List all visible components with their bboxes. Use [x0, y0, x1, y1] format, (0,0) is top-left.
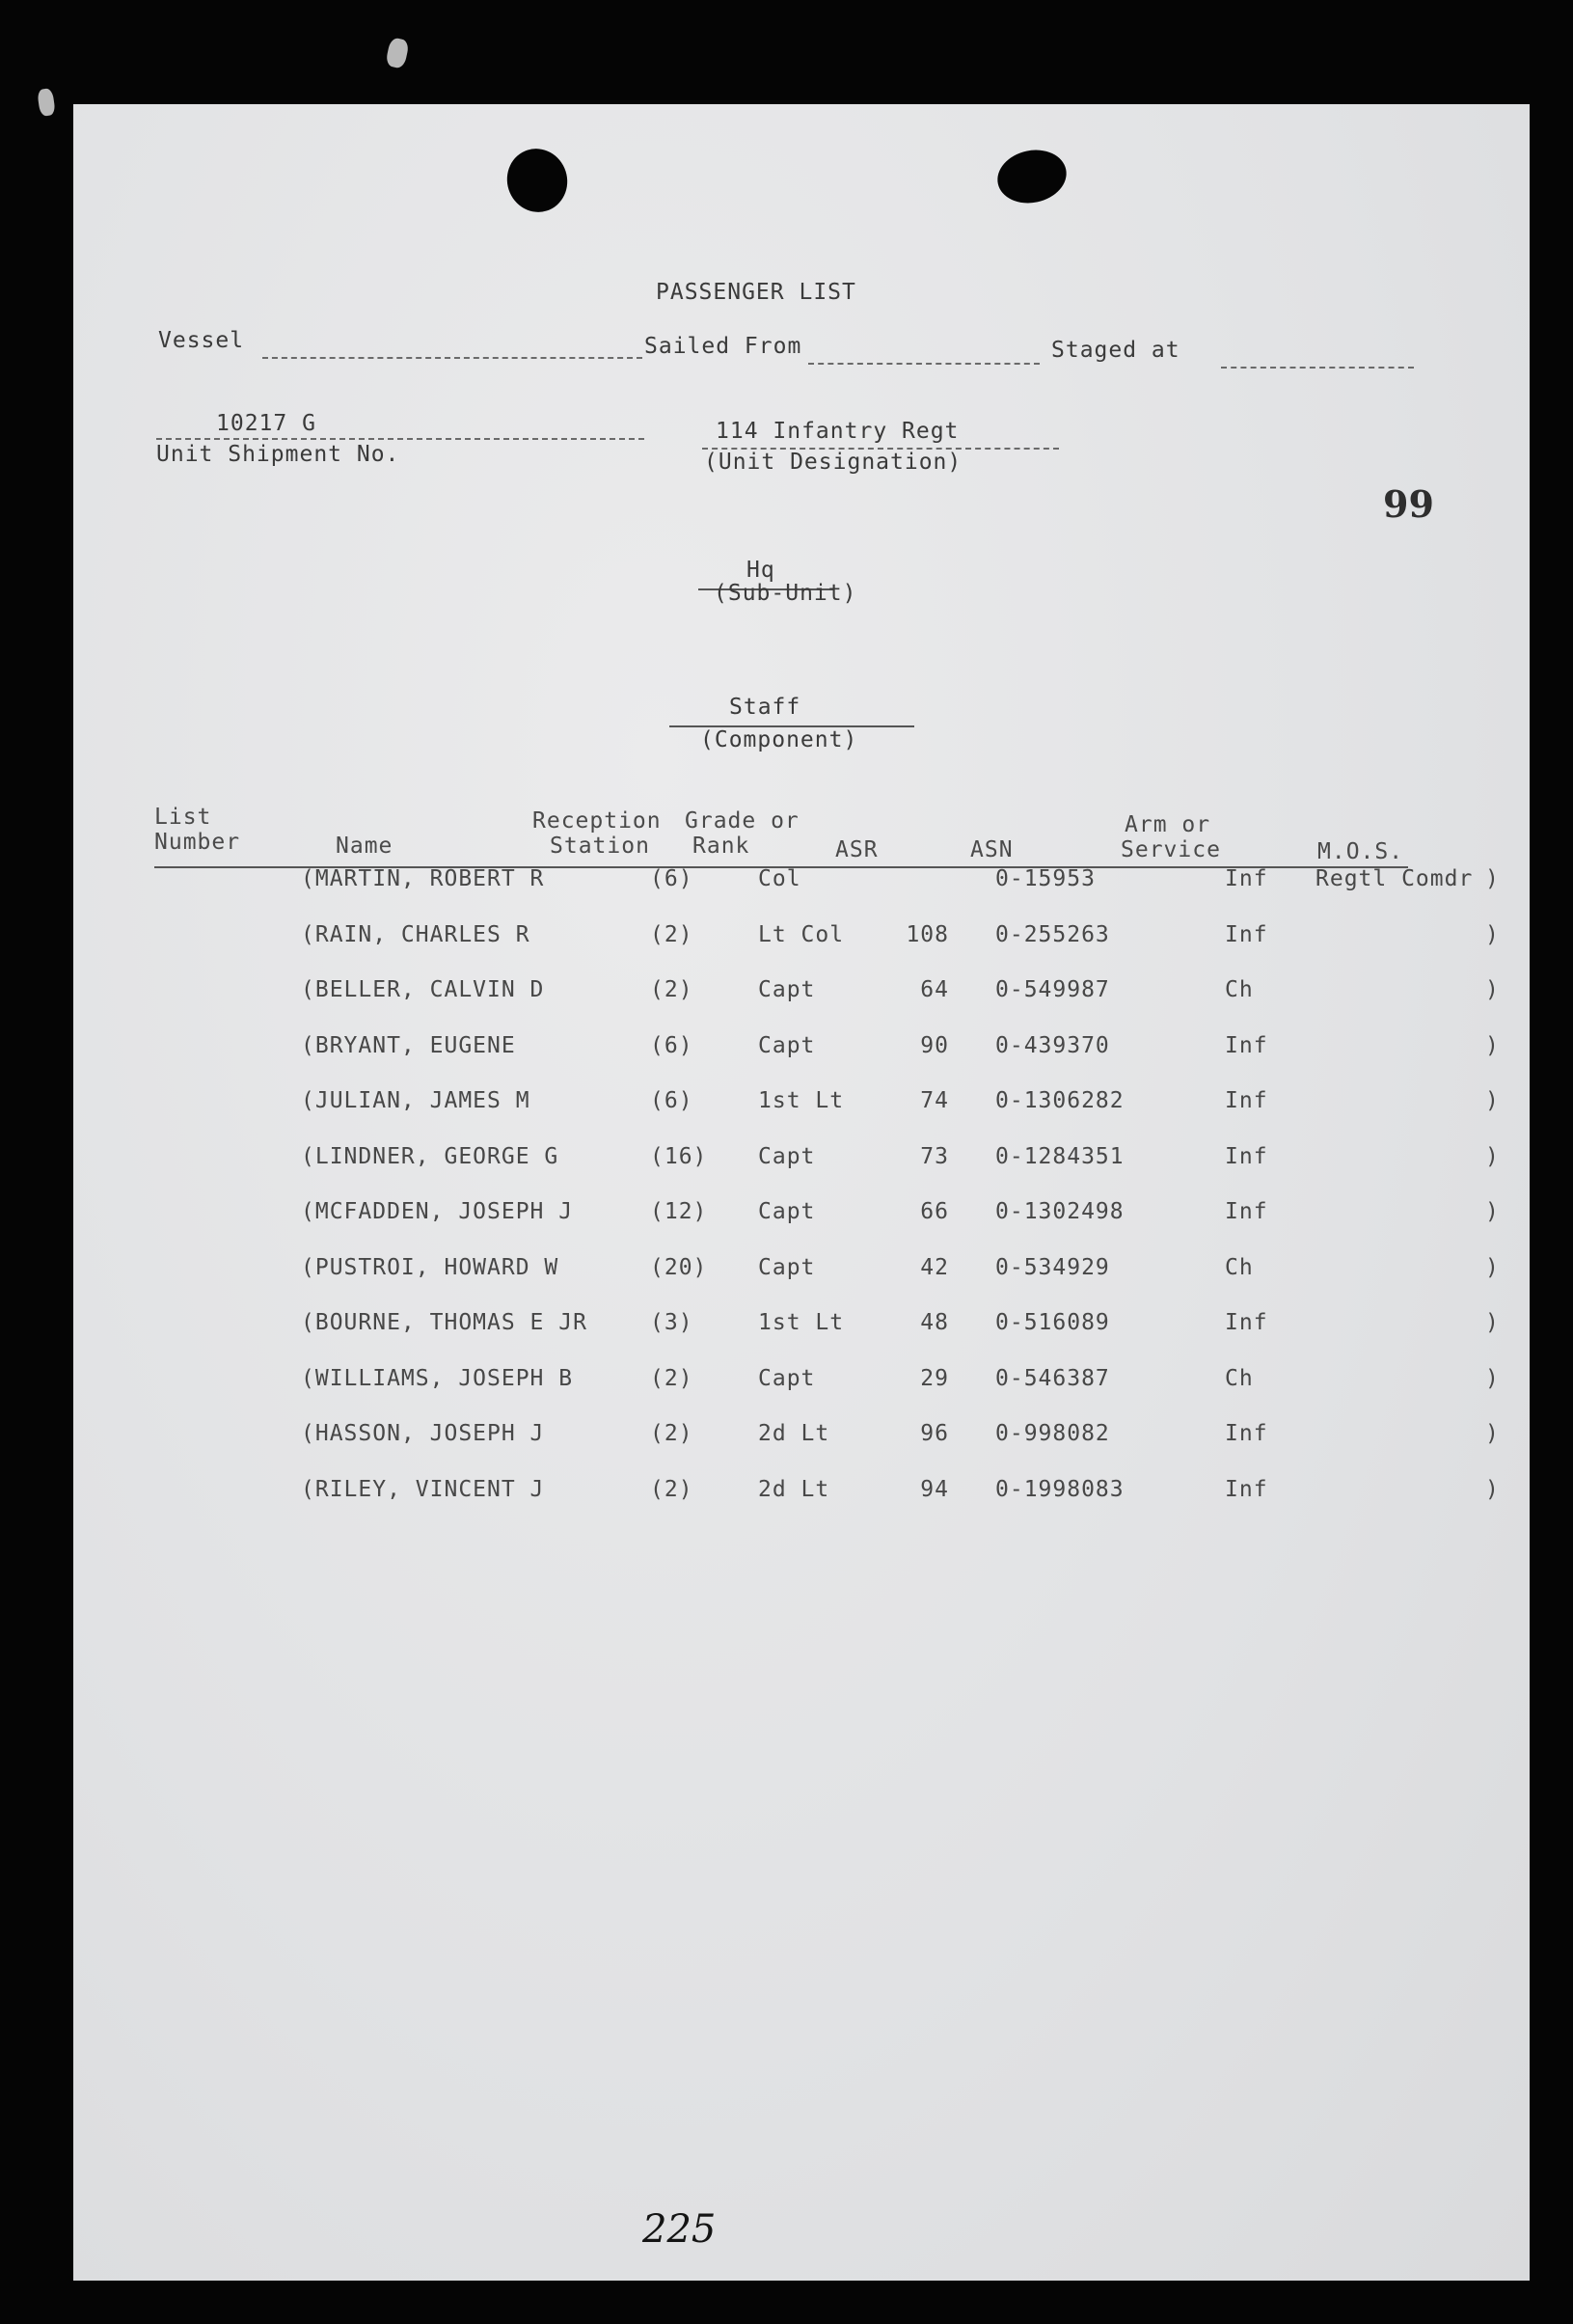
asn-value: 0-549987 — [995, 977, 1110, 1002]
table-row — [73, 1088, 1530, 1127]
asr-value: 74 — [920, 1088, 949, 1113]
asr-value: 66 — [920, 1199, 949, 1224]
asr-value: 96 — [920, 1421, 949, 1446]
asn-value: 0-516089 — [995, 1310, 1110, 1335]
passenger-name: (PUSTROI, HOWARD W — [301, 1254, 559, 1280]
closing-paren: ) — [1485, 1421, 1500, 1446]
document-title: PASSENGER LIST — [656, 280, 856, 305]
table-row — [73, 1144, 1530, 1183]
closing-paren: ) — [1485, 1143, 1500, 1169]
table-row — [73, 1477, 1530, 1516]
reception-station: (2) — [650, 977, 693, 1002]
asn-value: 0-439370 — [995, 1032, 1110, 1058]
closing-paren: ) — [1485, 1199, 1500, 1224]
reception-station: (6) — [650, 1032, 693, 1058]
mos-value: Regtl Comdr — [1315, 866, 1474, 891]
grade-rank: Capt — [758, 977, 816, 1002]
grade-rank: Capt — [758, 1143, 816, 1169]
table-row — [73, 977, 1530, 1016]
table-row — [73, 866, 1530, 905]
grade-rank: Capt — [758, 1365, 816, 1391]
passenger-name: (HASSON, JOSEPH J — [301, 1421, 545, 1446]
component-label: (Component) — [700, 727, 858, 752]
table-row — [73, 1199, 1530, 1238]
punch-hole — [499, 141, 575, 220]
col-asn: ASN — [970, 837, 1014, 862]
asr-value: 94 — [920, 1476, 949, 1502]
passenger-name: (JULIAN, JAMES M — [301, 1088, 530, 1113]
vessel-label: Vessel — [158, 328, 245, 353]
passenger-name: (RAIN, CHARLES R — [301, 921, 530, 947]
arm-service: Inf — [1225, 866, 1268, 891]
closing-paren: ) — [1485, 1476, 1500, 1502]
reception-station: (20) — [650, 1254, 708, 1280]
closing-paren: ) — [1485, 1254, 1500, 1280]
arm-service: Inf — [1225, 921, 1268, 947]
asn-value: 0-534929 — [995, 1254, 1110, 1280]
sailed-from-label: Sailed From — [644, 334, 802, 359]
grade-rank: Capt — [758, 1032, 816, 1058]
staged-at-label: Staged at — [1051, 338, 1180, 363]
arm-service: Inf — [1225, 1421, 1268, 1446]
arm-service: Inf — [1225, 1476, 1268, 1502]
passenger-name: (BELLER, CALVIN D — [301, 977, 545, 1002]
asr-value: 73 — [920, 1143, 949, 1169]
asn-value: 0-1306282 — [995, 1088, 1125, 1113]
reception-station: (2) — [650, 1365, 693, 1391]
asn-value: 0-15953 — [995, 866, 1096, 891]
asr-value: 64 — [920, 977, 949, 1002]
table-row — [73, 1310, 1530, 1349]
asn-value: 0-255263 — [995, 921, 1110, 947]
arm-service: Ch — [1225, 1365, 1254, 1391]
reception-station: (6) — [650, 866, 693, 891]
col-mos: M.O.S. — [1317, 839, 1404, 864]
passenger-name: (WILLIAMS, JOSEPH B — [301, 1365, 574, 1391]
staged-at-line — [1221, 367, 1414, 369]
passenger-name: (MCFADDEN, JOSEPH J — [301, 1199, 574, 1224]
col-grade: Grade or — [685, 808, 800, 834]
table-row — [73, 1366, 1530, 1405]
unit-designation-label: (Unit Designation) — [704, 450, 963, 475]
closing-paren: ) — [1485, 921, 1500, 947]
col-list-number: List — [154, 805, 212, 830]
asr-value: 42 — [920, 1254, 949, 1280]
table-row — [73, 1421, 1530, 1460]
unit-shipment-no: 10217 G — [216, 411, 316, 436]
asn-value: 0-1998083 — [995, 1476, 1125, 1502]
grade-rank: 2d Lt — [758, 1476, 830, 1502]
arm-service: Inf — [1225, 1143, 1268, 1169]
col-arm: Service — [1121, 837, 1221, 862]
passenger-name: (BRYANT, EUGENE — [301, 1032, 516, 1058]
closing-paren: ) — [1485, 866, 1500, 891]
punch-hole — [992, 144, 1071, 209]
grade-rank: 2d Lt — [758, 1421, 830, 1446]
unit-designation: 114 Infantry Regt — [716, 419, 960, 444]
sub-unit-label: (Sub-Unit) — [714, 581, 857, 606]
document-page — [73, 104, 1530, 2281]
grade-rank: Capt — [758, 1199, 816, 1224]
handwritten-number: 225 — [642, 2207, 717, 2252]
passenger-name: (BOURNE, THOMAS E JR — [301, 1310, 587, 1335]
col-asr: ASR — [835, 837, 879, 862]
closing-paren: ) — [1485, 1088, 1500, 1113]
col-grade: Rank — [692, 834, 750, 859]
arm-service: Inf — [1225, 1088, 1268, 1113]
passenger-name: (RILEY, VINCENT J — [301, 1476, 545, 1502]
closing-paren: ) — [1485, 977, 1500, 1002]
reception-station: (2) — [650, 921, 693, 947]
closing-paren: ) — [1485, 1365, 1500, 1391]
grade-rank: 1st Lt — [758, 1310, 845, 1335]
unit-shipment-line — [156, 438, 644, 440]
page-number: 99 — [1383, 482, 1434, 526]
asn-value: 0-1302498 — [995, 1199, 1125, 1224]
sub-unit: Hq — [746, 558, 775, 583]
closing-paren: ) — [1485, 1310, 1500, 1335]
col-arm: Arm or — [1125, 812, 1211, 837]
paper-scrap — [37, 88, 56, 117]
arm-service: Ch — [1225, 977, 1254, 1002]
grade-rank: Col — [758, 866, 801, 891]
passenger-name: (LINDNER, GEORGE G — [301, 1143, 559, 1169]
reception-station: (2) — [650, 1476, 693, 1502]
vessel-line — [262, 357, 642, 359]
reception-station: (12) — [650, 1199, 708, 1224]
asn-value: 0-1284351 — [995, 1143, 1125, 1169]
col-reception: Reception — [532, 808, 662, 834]
paper-scrap — [385, 37, 410, 69]
col-list-number: Number — [154, 830, 241, 855]
unit-shipment-label: Unit Shipment No. — [156, 442, 400, 467]
arm-service: Ch — [1225, 1254, 1254, 1280]
reception-station: (6) — [650, 1088, 693, 1113]
grade-rank: 1st Lt — [758, 1088, 845, 1113]
asr-value: 29 — [920, 1365, 949, 1391]
closing-paren: ) — [1485, 1032, 1500, 1058]
passenger-name: (MARTIN, ROBERT R — [301, 866, 545, 891]
arm-service: Inf — [1225, 1199, 1268, 1224]
col-reception: Station — [550, 834, 650, 859]
reception-station: (16) — [650, 1143, 708, 1169]
col-name: Name — [336, 834, 393, 859]
asr-value: 90 — [920, 1032, 949, 1058]
grade-rank: Lt Col — [758, 921, 845, 947]
arm-service: Inf — [1225, 1032, 1268, 1058]
reception-station: (2) — [650, 1421, 693, 1446]
table-row — [73, 1033, 1530, 1072]
arm-service: Inf — [1225, 1310, 1268, 1335]
asr-value: 48 — [920, 1310, 949, 1335]
sailed-from-line — [808, 363, 1040, 365]
component: Staff — [729, 695, 801, 720]
asn-value: 0-998082 — [995, 1421, 1110, 1446]
table-row — [73, 1255, 1530, 1294]
grade-rank: Capt — [758, 1254, 816, 1280]
asr-value: 108 — [906, 921, 949, 947]
table-row — [73, 922, 1530, 961]
reception-station: (3) — [650, 1310, 693, 1335]
asn-value: 0-546387 — [995, 1365, 1110, 1391]
